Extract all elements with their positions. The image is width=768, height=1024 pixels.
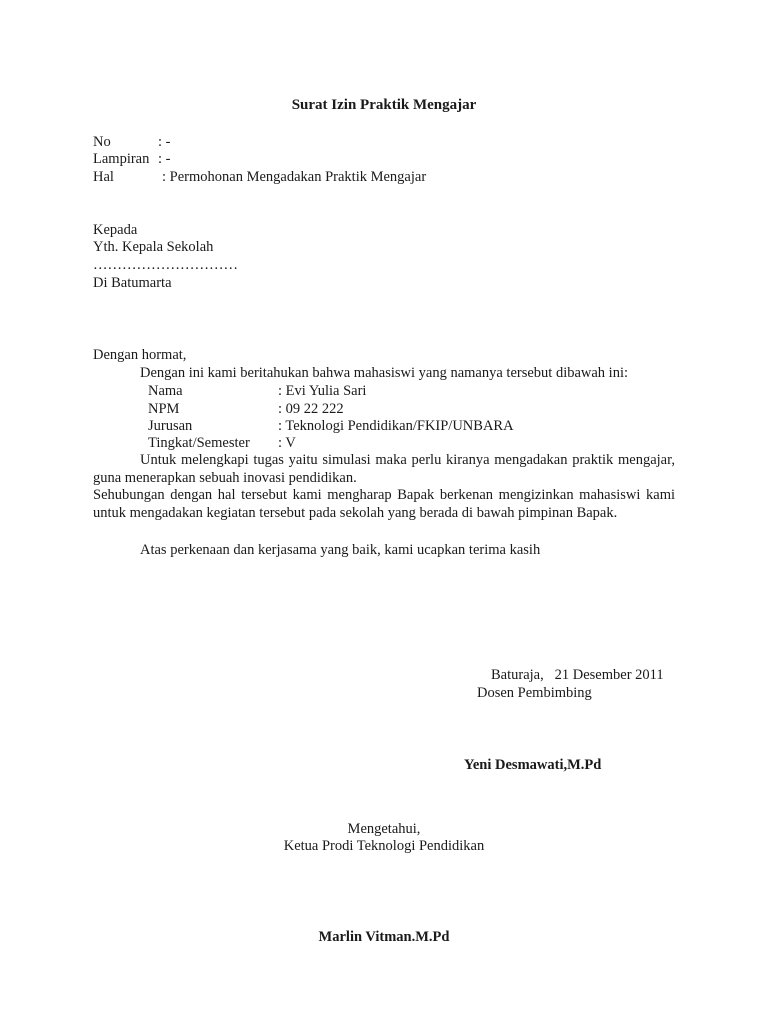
place-date: Baturaja, 21 Desember 2011	[491, 667, 664, 683]
lampiran-label: Lampiran	[93, 151, 150, 167]
student-label-nama: Nama	[148, 383, 183, 399]
intro-paragraph: Dengan ini kami beritahukan bahwa mahasiswi yang namanya tersebut dibawah ini:	[140, 365, 629, 381]
approver-name: Marlin Vitman.M.Pd	[318, 929, 450, 945]
student-value-npm: : 09 22 222	[278, 401, 344, 417]
letter-title: Surat Izin Praktik Mengajar	[291, 97, 477, 113]
signer-name: Yeni Desmawati,M.Pd	[464, 757, 602, 773]
recipient-line-4: Di Batumarta	[93, 275, 172, 291]
recipient-line-3: …………………………	[93, 257, 238, 273]
closing-sentence: Atas perkenaan dan kerjasama yang baik, kami ucapkan terima kasih	[140, 542, 541, 558]
signer-role: Dosen Pembimbing	[477, 685, 592, 701]
student-value-nama: : Evi Yulia Sari	[278, 383, 367, 399]
hal-value: : Permohonan Mengadakan Praktik Mengajar	[162, 169, 427, 185]
student-value-jurusan: : Teknologi Pendidikan/FKIP/UNBARA	[278, 418, 514, 434]
no-label: No	[93, 134, 111, 150]
hal-label: Hal	[93, 169, 114, 185]
recipient-line-2: Yth. Kepala Sekolah	[93, 239, 214, 255]
student-label-npm: NPM	[148, 401, 180, 417]
recipient-line-1: Kepada	[93, 222, 138, 238]
lampiran-value: : -	[158, 151, 171, 167]
student-label-tingkat: Tingkat/Semester	[148, 435, 250, 451]
paragraph-request: Sehubungan dengan hal tersebut kami mengharap Bapak berkenan mengizinkan mahasiswi kami untuk mengadakan kegiatan tersebut pada sekolah yang berada di bawah pimpinan Bapak.	[93, 487, 675, 521]
paragraph-purpose: Untuk melengkapi tugas yaitu simulasi maka perlu kiranya mengadakan praktik mengajar, guna menerapkan sebuah inovasi pendidikan.	[93, 452, 675, 486]
greeting: Dengan hormat,	[93, 347, 187, 363]
approval-label: Mengetahui,	[347, 821, 421, 837]
student-value-tingkat: : V	[278, 435, 296, 451]
no-value: : -	[158, 134, 171, 150]
approval-role: Ketua Prodi Teknologi Pendidikan	[283, 838, 485, 854]
student-label-jurusan: Jurusan	[148, 418, 193, 434]
